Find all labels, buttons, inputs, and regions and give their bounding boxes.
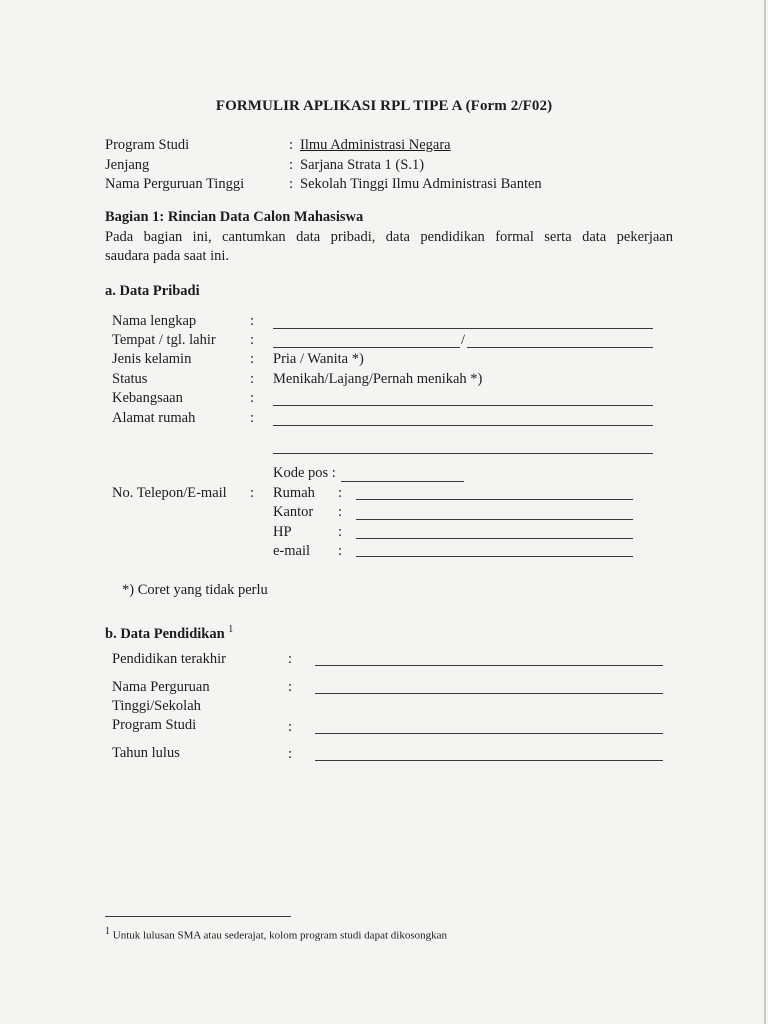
data-pribadi-heading: a. Data Pribadi	[105, 283, 200, 299]
section1-desc-line2: saudara pada saat ini.	[105, 248, 230, 264]
page-edge	[764, 0, 766, 1024]
form-title: FORMULIR APLIKASI RPL TIPE A (Form 2/F02)	[215, 98, 553, 114]
field-colon: :	[338, 485, 343, 501]
jenis-kelamin-value: Pria / Wanita *)	[273, 351, 364, 367]
section1-desc-line1: Pada bagian ini, cantumkan data pribadi, data pendidikan formal serta data pekerjaan	[105, 229, 673, 245]
footnote-divider	[105, 916, 291, 917]
field-colon: :	[288, 651, 293, 667]
kantor-line[interactable]	[356, 519, 633, 520]
program-studi-value: Ilmu Administrasi Negara	[300, 137, 451, 153]
nama-lengkap-line[interactable]	[273, 328, 653, 329]
jenjang-value: Sarjana Strata 1 (S.1)	[300, 157, 425, 173]
field-colon: :	[288, 719, 293, 735]
hp-label: HP	[273, 524, 292, 540]
coret-note: *) Coret yang tidak perlu	[122, 582, 268, 598]
rumah-label: Rumah	[273, 485, 315, 501]
perguruan-tinggi-value: Sekolah Tinggi Ilmu Administrasi Banten	[300, 176, 542, 192]
kode-pos-line[interactable]	[341, 481, 464, 482]
rumah-line[interactable]	[356, 499, 633, 500]
field-colon: :	[288, 746, 293, 762]
kode-pos-label: Kode pos :	[273, 465, 336, 481]
footnote	[105, 926, 447, 942]
field-colon: :	[338, 524, 343, 540]
header-colon: :	[289, 137, 294, 153]
pendidikan-footnote-mark: 1	[228, 624, 234, 635]
program-studi-label: Program Studi	[105, 137, 190, 153]
field-colon: :	[250, 351, 255, 367]
field-colon: :	[250, 485, 255, 501]
header-colon: :	[289, 176, 294, 192]
data-pendidikan-heading: b. Data Pendidikan $^1$	[105, 624, 234, 642]
program-studi-field-label: Program Studi	[112, 717, 197, 733]
kantor-label: Kantor	[273, 504, 314, 520]
kebangsaan-label: Kebangsaan	[112, 390, 183, 406]
email-line[interactable]	[356, 556, 633, 557]
nama-pt-line[interactable]	[315, 693, 663, 694]
nama-lengkap-label: Nama lengkap	[112, 313, 197, 329]
nama-pt-label-2: Tinggi/Sekolah	[112, 698, 201, 714]
field-colon: :	[288, 679, 293, 695]
status-value: Menikah/Lajang/Pernah menikah *)	[273, 371, 483, 387]
field-colon: :	[250, 410, 255, 426]
field-colon: :	[338, 543, 343, 559]
jenis-kelamin-label: Jenis kelamin	[112, 351, 192, 367]
nama-pt-label-1: Nama Perguruan	[112, 679, 210, 695]
tempat-lahir-separator: /	[461, 332, 466, 348]
pendidikan-terakhir-line[interactable]	[315, 665, 663, 666]
tempat-lahir-label: Tempat / tgl. lahir	[112, 332, 216, 348]
alamat-rumah-label: Alamat rumah	[112, 410, 196, 426]
status-label: Status	[112, 371, 148, 387]
program-studi-line[interactable]	[315, 733, 663, 734]
kebangsaan-line[interactable]	[273, 405, 653, 406]
tahun-lulus-line[interactable]	[315, 760, 663, 761]
field-colon: :	[250, 371, 255, 387]
footnote-mark: 1	[105, 926, 110, 937]
field-colon: :	[250, 313, 255, 329]
alamat-line-1[interactable]	[273, 425, 653, 426]
telepon-email-label: No. Telepon/E-mail	[112, 485, 227, 501]
tahun-lulus-label: Tahun lulus	[112, 745, 180, 761]
header-colon: :	[289, 157, 294, 173]
tempat-lahir-line[interactable]	[273, 347, 460, 348]
alamat-line-2[interactable]	[273, 453, 653, 454]
hp-line[interactable]	[356, 538, 633, 539]
perguruan-tinggi-label: Nama Perguruan Tinggi	[105, 176, 245, 192]
field-colon: :	[250, 390, 255, 406]
email-label: e-mail	[273, 543, 311, 559]
section1-heading: Bagian 1: Rincian Data Calon Mahasiswa	[105, 209, 364, 225]
tgl-lahir-line[interactable]	[467, 347, 653, 348]
jenjang-label: Jenjang	[105, 157, 150, 173]
footnote-text: Untuk lulusan SMA atau sederajat, kolom program studi dapat dikosongkan	[112, 929, 447, 942]
pendidikan-terakhir-label: Pendidikan terakhir	[112, 651, 226, 667]
field-colon: :	[250, 332, 255, 348]
field-colon: :	[338, 504, 343, 520]
